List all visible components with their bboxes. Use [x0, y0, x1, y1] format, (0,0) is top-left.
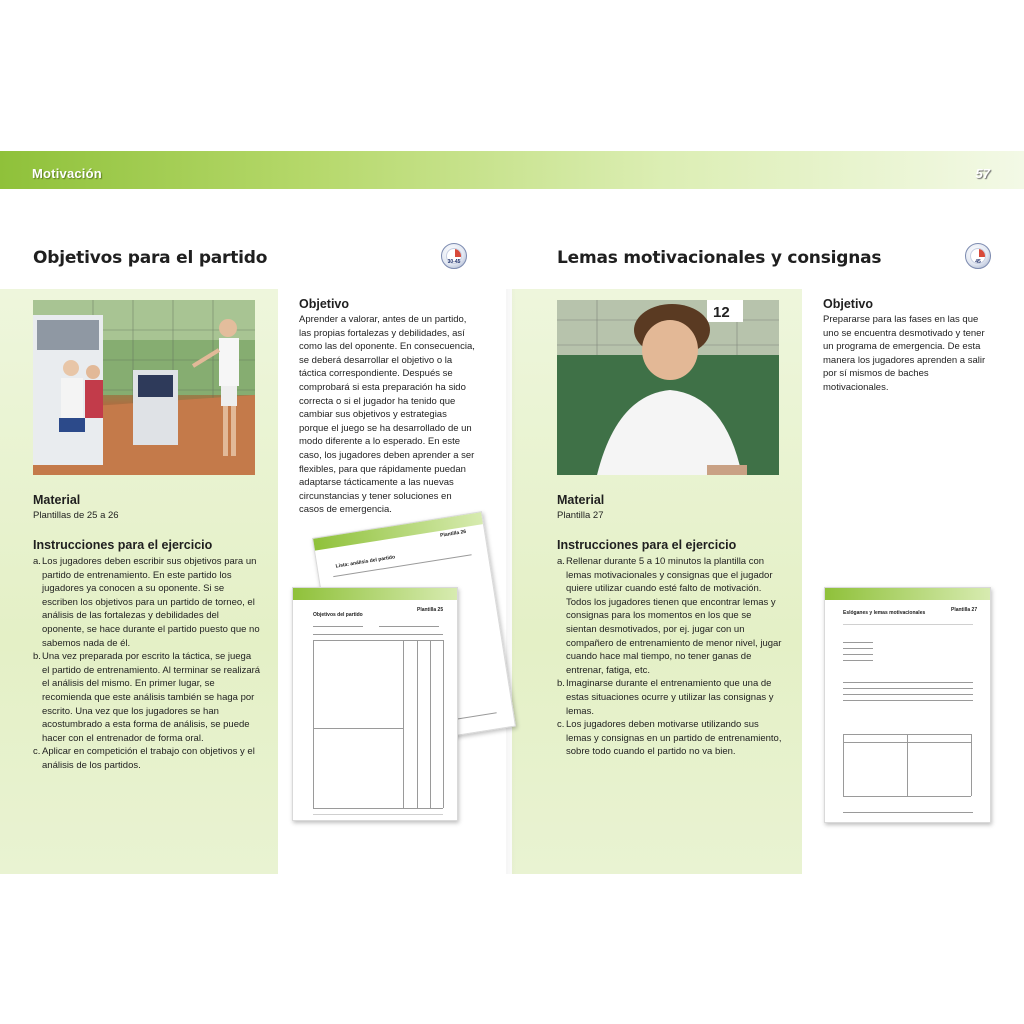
- clock-icon: [965, 243, 991, 269]
- list-item: a. Rellenar durante 5 a 10 minutos la plantilla con lemas motivacionales y consignas que el jugador quiere utilizar cuando esté falto de motivación. Todos los jugadores tienen que encontrar lemas y consignas para los momentos en los que se sientan desmotivados, por ej. jugar con un compañero de entrenamiento de menor nivel, jugar cuando hace mal tiempo, no tener ganas de entrenar, fatiga, etc.: [557, 556, 782, 676]
- list-item: b. Una vez preparada por escrito la táctica, se juega el partido de entrenamiento. Al terminar se realizará el análisis del mismo. En primer lugar, se recomienda que este análisis también se haga por escrito. Una vez que los jugadores se han acostumbrado a esta forma de análisis, se puede hacer con el entrenador de forma oral.: [33, 651, 261, 744]
- right-material-heading: Material: [557, 493, 605, 507]
- left-instructions-list: [33, 555, 261, 773]
- right-objective-heading: Objetivo: [823, 297, 874, 311]
- header-band: [0, 151, 1024, 189]
- worksheet-thumbnail-27: Eslóganes y lemas motivacionales Plantilla 27: [824, 587, 991, 823]
- list-item: a. Los jugadores deben escribir sus objetivos para un partido de entrenamiento. En este partido los jugadores ya conocen a su oponente. Si se escriben los objetivos para un partido de torneo, el análisis de las fortalezas y debilidades del oponente, se hace durante el partido puesto que no sabemos nada de él.: [33, 556, 260, 649]
- left-material-heading: Material: [33, 493, 81, 507]
- worksheet-thumbnail-25: Objetivos del partido Plantilla 25: [292, 587, 458, 821]
- list-item: b. Imaginarse durante el entrenamiento que una de estas situaciones ocurre y utilizar las consignas y lemas.: [557, 678, 774, 717]
- clock-icon: [441, 243, 467, 269]
- right-section-title: Lemas motivacionales y consignas: [557, 248, 882, 268]
- right-objective-text: Prepararse para las fases en las que uno se encuentra desmotivado y tener un programa de emergencia. De esta manera los jugadores aprenden a salir por sí mismos de baches motivacionales.: [823, 314, 986, 393]
- svg-text:12: 12: [713, 304, 730, 321]
- right-instructions-heading: Instrucciones para el ejercicio: [557, 538, 737, 552]
- right-material-text: Plantilla 27: [557, 510, 604, 521]
- right-instructions-list: [557, 555, 783, 759]
- worksheet-thumbnail-26: Lista: análisis del partido Plantilla 26: [312, 511, 516, 753]
- chapter-title: Motivación: [32, 166, 102, 181]
- list-item: c. Los jugadores deben motivarse utilizando sus lemas y consignas en un partido de entrenamiento, sobre todo cuando el partido no va bien.: [557, 719, 782, 758]
- left-instructions-heading: Instrucciones para el ejercicio: [33, 538, 213, 552]
- left-objective-heading: Objetivo: [299, 297, 350, 311]
- page-gutter: [506, 289, 516, 874]
- clock-duration-label: 30-45: [447, 259, 461, 265]
- left-material-text: Plantillas de 25 a 26: [33, 510, 119, 521]
- left-objective-text: Aprender a valorar, antes de un partido, las propias fortalezas y debilidades, así como las del oponente. En consecuencia, se deberá desarrollar el objetivo o la táctica correspondiente. Después se comprobará si esta preparación ha sido correcta o si el jugador ha tenido que cambiar sus objetivos y estrategias porque el juego se ha desarrollado de un modo diferente a lo esperado. En este caso, los jugadores deben aprender a ser flexibles, para que rápidamente puedan adaptarse tácticamente a las nuevas circunstancias y tener soluciones en casos de emergencia.: [299, 314, 475, 516]
- page-number: 57: [975, 166, 990, 181]
- left-section-title: Objetivos para el partido: [33, 248, 268, 268]
- clock-duration-label: 45: [975, 259, 981, 265]
- photo-players-bench: [33, 300, 255, 475]
- photo-young-player: [557, 300, 779, 475]
- list-item: c. Aplicar en competición el trabajo con objetivos y el análisis de los partidos.: [33, 746, 255, 771]
